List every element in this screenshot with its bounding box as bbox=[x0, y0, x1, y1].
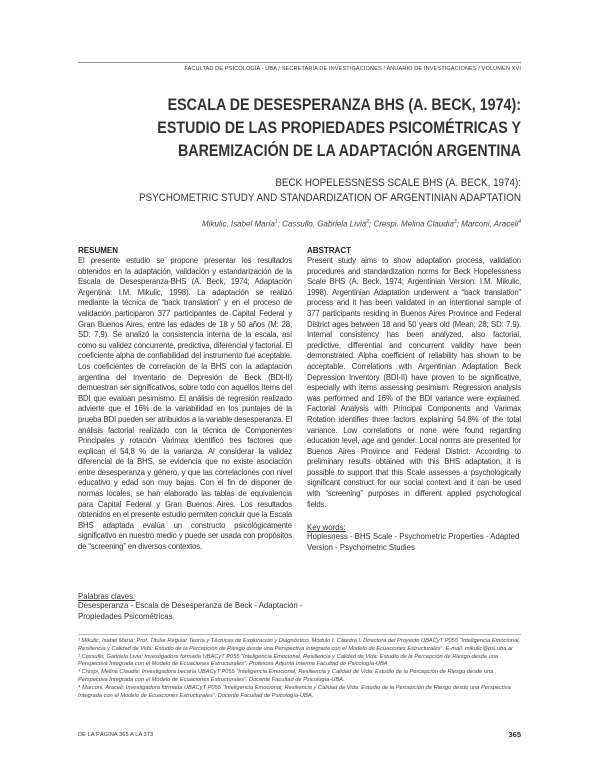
footnote: ³ Crespi, Melina Claudia: Investigadora becaria UBACyT P055 “Inteligencia Emocional, Resiliencia y Calidad de Vida: Estudio de la Percepción de Riesgo desde una Perspectiva Integrada con el Modelo de Ecuaciones Estructurales”. Docente Facultad de Psicología-UBA. bbox=[78, 669, 494, 683]
palabras-claves-text: Desesperanza - Escala de Desesperanza de Beck - Adaptación - Propiedades Psicométricas bbox=[78, 601, 303, 621]
palabras-claves bbox=[78, 592, 308, 622]
author-separator: ; bbox=[456, 219, 462, 229]
page-footer bbox=[78, 730, 521, 739]
footnote: ⁴ Marconi, Araceli: Investigadora formada UBACyT P055 “Inteligencia Emocional, Resiliencia y Calidad de Vida: Estudio de la Percepción de Riesgo desde una Perspectiva Integrada con el Modelo de Ecuaciones Estructurales”. Docente Facultad de Psicología-UBA. bbox=[78, 685, 511, 699]
article-title bbox=[78, 93, 521, 162]
palabras-claves-label: Palabras claves: bbox=[78, 592, 136, 601]
author-name: Cassullo, Gabriela Livia bbox=[282, 219, 367, 229]
author-name: Crespi, Melina Claudia bbox=[373, 219, 454, 229]
author-footnote-mark: 3 bbox=[453, 219, 457, 225]
article-subtitle bbox=[78, 176, 521, 206]
resumen-heading: RESUMEN bbox=[78, 246, 119, 255]
subtitle-line: BECK HOPELESSNESS SCALE BHS (A. BECK, 1974): bbox=[275, 177, 521, 189]
title-line: BAREMIZACIÓN DE LA ADAPTACIÓN ARGENTINA bbox=[177, 141, 521, 160]
abstract-heading: ABSTRACT bbox=[307, 246, 351, 255]
page-number: 365 bbox=[508, 730, 521, 739]
running-head: FACULTAD DE PSICOLOGÍA - UBA / SECRETARÍA DE INVESTIGACIONES / ANUARIO DE INVESTIGACIONES / VOLUMEN XVI bbox=[78, 62, 521, 72]
author-footnote-mark: 4 bbox=[518, 219, 521, 225]
title-line: ESTUDIO DE LAS PROPIEDADES PSICOMÉTRICAS Y bbox=[157, 118, 522, 137]
author-separator: ; bbox=[368, 219, 374, 229]
subtitle-line: PSYCHOMETRIC STUDY AND STANDARDIZATION OF ARGENTINIAN ADAPTATION bbox=[139, 192, 521, 204]
author-name: Marconi, Araceli bbox=[461, 219, 519, 229]
author-footnote-mark: 1 bbox=[274, 219, 278, 225]
footnotes bbox=[78, 634, 521, 701]
abstract-column bbox=[307, 246, 521, 553]
keywords-label: Key words: bbox=[307, 523, 346, 533]
author-list bbox=[78, 219, 521, 229]
resumen-text: El presente estudio se propone presentar los resultados obtenidos en la adaptación, validación y estandarización de la Escala de Desesperanza-BHS (A. Beck, 1974; Adaptación Argentina: I.M. Mikulic, 1998). La adaptación se realizó mediante la técnica de “back translation” y en el proceso de validación participaron 377 participantes de Capital Federal y Gran Buenos Aires, entre las edades de 18 y 50 años (M: 28; SD: 7,9). Se analizó la consistencia interna de la escala, así como su validez concurrente, predictiva, diferencial y factorial. El coeficiente alpha de confiabilidad del instrumento fue aceptable. Los coeficientes de correlación de la BHS con la adaptación argentina del Inventario de Depresión de Beck (BDI-II) demuestran ser significativos, sobre todo con aquellos ítems del BDI que evalúan pesimismo. El análisis de regresión realizado advierte que el 16% de la variabilidad en los puntajes de la prueba BDI pueden ser atribuidos a la variable desesperanza. El análisis factorial realizado con la técnica de Componentes Principales y rotación Varimax identificó tres factores que explican el 54,8 % de la varianza. Al considerar la validez diferencial de la BHS, se evidencia que no existe asociación entre desesperanza y género, y que las correlaciones con nivel educativo y edad son muy bajas. Con el fin de disponer de normas locales, se han elaborado las tablas de equivalencia para Capital Federal y Gran Buenos Aires. Los resultados obtenidos en el presente estudio permiten concluir que la Escala BHS adaptada evalúa un constructo psicológicamente significativo en nuestro medio y puede ser usada con propósitos de “screening” en diversos contextos. bbox=[78, 256, 292, 552]
abstract-text: Present study aims to show adaptation process, validation procedures and standardization norms for Beck Hopelessness Scale BHS (A. Beck, 1974; Argentinian Version: I.M. Mikulic, 1998). Argentinian Adaptation underwent a “back translation” process and it has been validated in an intentional sample of 377 participants residing in Buenos Aires Province and Federal District ages between 18 and 50 years old (Mean: 28; SD: 7.9). Internal consistency has been analyzed, also factorial, predictive, differential and concurrent validity have been demonstrated. Alpha coefficient of reliability has shown to be acceptable. Correlations with Argentinian Adaptation Beck Depression Inventory (BDI-II) have proven to be significative, especially with items assessing pesimism. Regression analysis was performed and 16% of the BDI variance were explained. Factorial Analysis with Principal Components and Varimax Rotation identifies three factors explaining 54.8% of the total variance. Low correlations or none were found regarding education level, age and gender. Local norms are presented for Buenos Aires Province and Federal District. According to preliminary results obtained with this BHS adaptation, it is possible to support that this Scale assesses a psychologically significant construct for our social context and it can be used with “screening” purposes in different applied psychological fields. bbox=[307, 256, 521, 509]
author-footnote-mark: 2 bbox=[366, 219, 369, 225]
author-name: Mikulic, Isabel María bbox=[202, 219, 275, 229]
page-range: DE LA PÁGINA 365 A LA 373 bbox=[78, 731, 154, 738]
resumen-column bbox=[78, 246, 292, 553]
footnote: ² Cassullo, Gabriela Livia: Investigadora formada UBACyT P055 “Inteligencia Emocional, Resiliencia y Calidad de Vida: Estudio de la Percepción de Riesgo desde una Perspectiva Integrada con el Modelo de Ecuaciones Estructurales”. Profesora Adjunta Interina Facultad de Psicología-UBA bbox=[78, 653, 499, 668]
footnote: ¹ Mikulic, Isabel María: Prof. Titular Regular Teoría y Técnicas de Exploración y Diagnóstico. Módulo I, Cátedra I. Directora del Proyecto UBACyT P055 “Inteligencia Emocional, Resiliencia y Calidad de Vida: Estudio de la Percepción de Riesgo desde una Perspectiva Integrada con el Modelo de Ecuaciones Estructurales”. E-mail: mikulic@psi.uba.ar bbox=[78, 638, 520, 652]
author-separator: ; bbox=[277, 219, 283, 229]
keywords-text: Hoplesness - BHS Scale - Psychometric Properties - Adapted Version - Psychometric Studies bbox=[307, 532, 520, 552]
title-line: ESCALA DE DESESPERANZA BHS (A. BECK, 1974): bbox=[167, 95, 521, 114]
